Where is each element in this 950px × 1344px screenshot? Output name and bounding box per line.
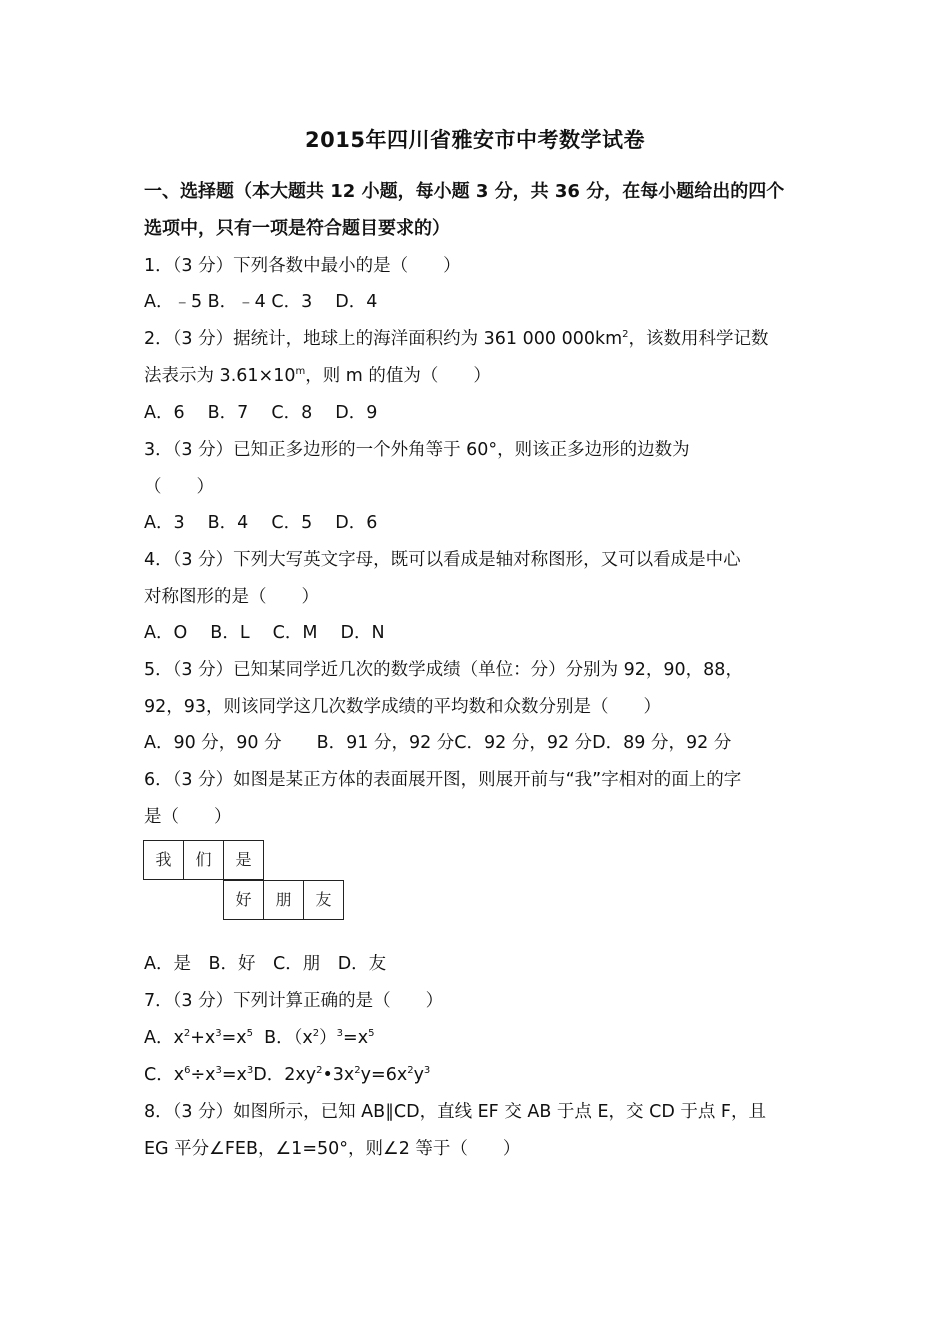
question-7-options-ab: A．$x^2+x^3=x^5$ B．$(x^2)^3=x^5$	[144, 1028, 375, 1048]
page-title: 2015年四川省雅安市中考数学试卷	[305, 128, 645, 152]
question-4-cont: 对称图形的是（ ）	[144, 587, 319, 607]
question-8: 8．（3 分）如图所示，已知 AB∥CD，直线 EF 交 AB 于点 E，交 CD 于点 F，且	[144, 1102, 766, 1122]
question-6: 6．（3 分）如图是某正方体的表面展开图，则展开前与“我”字相对的面上的字	[144, 770, 742, 790]
question-6-cont: 是（ ）	[144, 807, 232, 827]
net-cell: 们	[183, 840, 224, 880]
net-cell: 我	[143, 840, 184, 880]
section-heading: 一、选择题（本大题共 12 小题，每小题 3 分，共 36 分，在每小题给出的四个	[144, 181, 785, 202]
question-1-options: A．﹣5 B．﹣4 C．3 D．4	[144, 292, 378, 312]
question-3: 3．（3 分）已知正多边形的一个外角等于 60°，则该正多边形的边数为	[144, 440, 690, 460]
question-5-cont: 92，93，则该同学这几次数学成绩的平均数和众数分别是（ ）	[144, 697, 662, 717]
question-1: 1．（3 分）下列各数中最小的是（ ）	[144, 256, 461, 276]
section-heading-cont: 选项中，只有一项是符合题目要求的）	[144, 218, 450, 239]
question-2: 2．（3 分）据统计，地球上的海洋面积约为 361 000 $000km^2$，该数用科学记数	[144, 329, 769, 349]
question-2-cont: 法表示为 $3.61\times 10^m$，则 m 的值为（ ）	[144, 366, 491, 386]
question-2-options: A．6 B．7 C．8 D．9	[144, 403, 378, 423]
cube-net-figure	[143, 840, 343, 920]
question-5-options: A．90 分，90 分 B．91 分，92 分C．92 分，92 分D．89 分，92 分	[144, 733, 732, 753]
question-4: 4．（3 分）下列大写英文字母，既可以看成是轴对称图形，又可以看成是中心	[144, 550, 741, 570]
question-4-options: A．O B．L C．M D．N	[144, 623, 385, 643]
question-7-options-cd: C．$x^6\div x^3=x^3D$．$2xy^2•3x^2y=6x^2y^3$	[144, 1065, 431, 1085]
question-5: 5．（3 分）已知某同学近几次的数学成绩（单位：分）分别为 92，90，88，	[144, 660, 743, 680]
net-cell: 朋	[263, 880, 304, 920]
question-3-options: A．3 B．4 C．5 D．6	[144, 513, 378, 533]
question-6-options: A．是 B．好 C．朋 D．友	[144, 954, 387, 974]
net-cell: 友	[303, 880, 344, 920]
question-3-cont: （ ）	[144, 477, 214, 497]
net-cell: 是	[223, 840, 264, 880]
question-8-cont: EG 平分∠FEB，∠1=50°，则∠2 等于（ ）	[144, 1139, 521, 1159]
question-7: 7．（3 分）下列计算正确的是（ ）	[144, 991, 444, 1011]
net-cell: 好	[223, 880, 264, 920]
